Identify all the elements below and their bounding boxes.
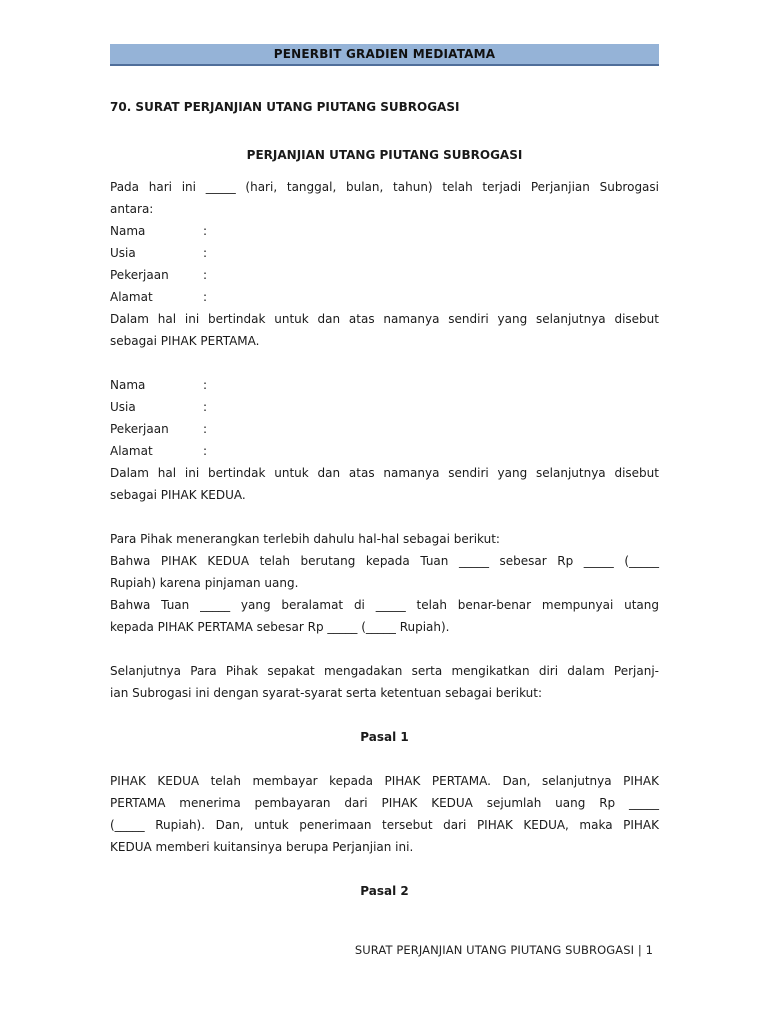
recital-intro: Para Pihak menerangkan terlebih dahulu hal-hal sebagai berikut:	[110, 532, 500, 546]
party2-fields	[110, 374, 659, 462]
party2-field-job: Pekerjaan :	[110, 422, 208, 436]
pasal-1-line-4: KEDUA memberi kuitansinya berupa Perjanjian ini.	[110, 840, 414, 854]
party2-field-name: Nama :	[110, 378, 208, 392]
recital-2-line-2: kepada PIHAK PERTAMA sebesar Rp _____ (_____ Rupiah).	[110, 620, 450, 634]
pasal-1-line-3: (_____ Rupiah). Dan, untuk penerimaan tersebut dari PIHAK KEDUA, maka PIHAK	[110, 818, 659, 832]
recital-2-line-1: Bahwa Tuan _____ yang beralamat di _____ telah benar-benar mempunyai utang	[110, 598, 659, 612]
party1-field-age: Usia :	[110, 246, 208, 260]
section-title: 70. SURAT PERJANJIAN UTANG PIUTANG SUBROGASI	[110, 100, 460, 114]
party2-field-age: Usia :	[110, 400, 208, 414]
agreement-line-1: Selanjutnya Para Pihak sepakat mengadakan serta mengikatkan diri dalam Perjanj-	[110, 664, 659, 678]
party1-desc-1: Dalam hal ini bertindak untuk dan atas namanya sendiri yang selanjutnya disebut	[110, 312, 659, 326]
intro-line-2: antara:	[110, 202, 154, 216]
party1-field-name: Nama :	[110, 224, 208, 238]
agreement-line-2: ian Subrogasi ini dengan syarat-syarat serta ketentuan sebagai berikut:	[110, 686, 543, 700]
pasal-1-line-2: PERTAMA menerima pembayaran dari PIHAK KEDUA sejumlah uang Rp _____	[110, 796, 659, 810]
pasal-2-title: Pasal 2	[360, 884, 409, 898]
party2-field-address: Alamat :	[110, 444, 208, 458]
party2-desc-2: sebagai PIHAK KEDUA.	[110, 488, 246, 502]
document-body	[110, 96, 659, 902]
party1-fields	[110, 220, 659, 308]
pasal-1-line-1: PIHAK KEDUA telah membayar kepada PIHAK PERTAMA. Dan, selanjutnya PIHAK	[110, 774, 659, 788]
intro-line-1: Pada hari ini _____ (hari, tanggal, bulan, tahun) telah terjadi Perjanjian Subrogasi	[110, 180, 659, 194]
party2-desc-1: Dalam hal ini bertindak untuk dan atas namanya sendiri yang selanjutnya disebut	[110, 466, 659, 480]
agreement-title: PERJANJIAN UTANG PIUTANG SUBROGASI	[246, 148, 523, 162]
party1-desc-2: sebagai PIHAK PERTAMA.	[110, 334, 260, 348]
party1-field-address: Alamat :	[110, 290, 208, 304]
recital-1-line-1: Bahwa PIHAK KEDUA telah berutang kepada Tuan _____ sebesar Rp _____ (_____	[110, 554, 659, 568]
pasal-1-title: Pasal 1	[360, 730, 409, 744]
recital-1-line-2: Rupiah) karena pinjaman uang.	[110, 576, 299, 590]
party1-field-job: Pekerjaan :	[110, 268, 208, 282]
header-bar	[110, 44, 659, 66]
publisher-name: PENERBIT GRADIEN MEDIATAMA	[273, 47, 496, 61]
page-footer: SURAT PERJANJIAN UTANG PIUTANG SUBROGASI | 1	[354, 943, 653, 957]
